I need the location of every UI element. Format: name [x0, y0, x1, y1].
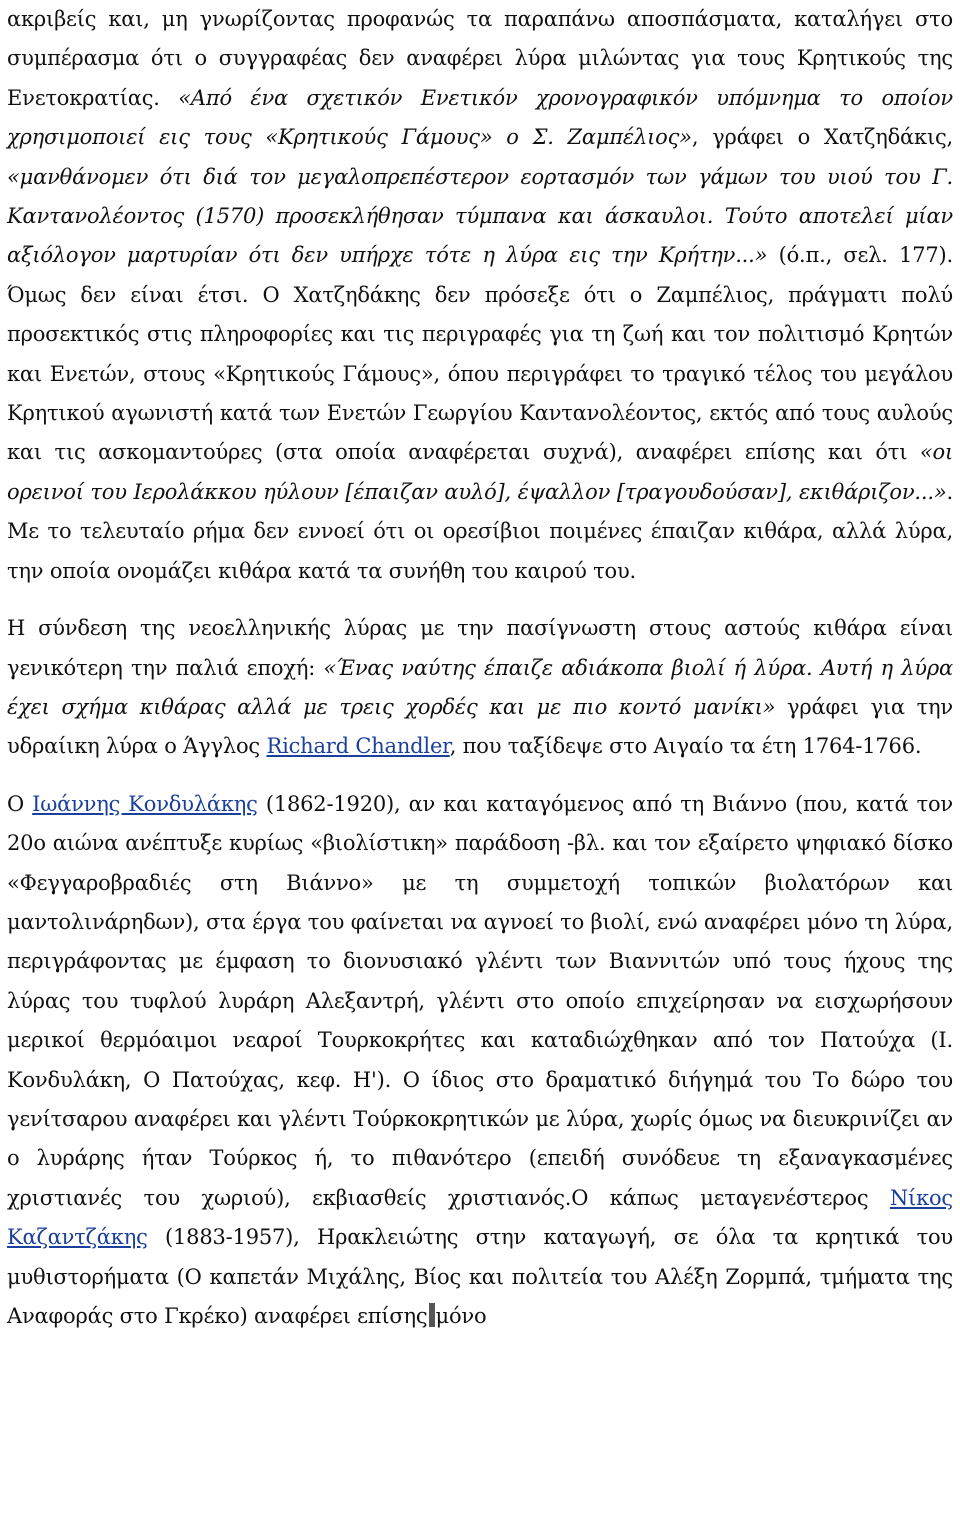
- paragraph-lyra-guitar: [7, 609, 953, 767]
- paragraph-hatzidakis-critique: [7, 0, 953, 591]
- text-run: μόνο: [435, 1304, 487, 1328]
- text-run: (ό.π., σελ. 177). Όμως δεν είναι έτσι. Ο Χατζηδάκης δεν πρόσεξε ότι ο Ζαμπέλιος, πράγματι πολύ προσεκτικός στις πληροφορίες και τις περιγραφές για τη ζωή και τον πολιτισμό Κρητών και Ενετών, στους «Κρητικούς Γάμους», όπου περιγράφει το τραγικό τέλος του μεγάλου Κρητικού αγωνιστή κατά των Ενετών Γεωργίου Καντανολέοντος, εκτός από τους αυλούς και τις ασκομαντούρες (στα οποία αναφέρεται συχνά), αναφέρει επίσης και ότι: [7, 243, 953, 465]
- text-run: , γράφει ο Χατζηδάκις,: [691, 125, 954, 150]
- link-ioannis-kondylakis[interactable]: Ιωάννης Κονδυλάκης: [32, 791, 258, 816]
- quote-hatzidakis: «μανθάνομεν ότι διά τον μεγαλοπρεπέστερον εορτασμόν των γάμων του υιού του Γ. Καντανολέοντος (1570) προσεκλήθησαν τύμπανα και άσκαυλοι. Τούτο αποτελεί μίαν αξιόλογον μαρτυρίαν ότι δεν υπήρχε τότε η λύρα εις την Κρήτην...»: [7, 164, 953, 268]
- paragraph-kondylakis: [7, 785, 953, 1337]
- text-run: Η σύνδεση της νεοελληνικής λύρας με την πασίγνωστη στους αστούς κιθάρα είναι γενικότερη την παλιά εποχή:: [7, 616, 953, 680]
- link-richard-chandler[interactable]: Richard Chandler: [266, 734, 450, 759]
- link-nikos-kazantzakis[interactable]: Νίκος Καζαντζάκης: [7, 1185, 953, 1250]
- document-page: [7, 0, 953, 1336]
- quote-zampelios: «οι ορεινοί του Ιερολάκκου ηύλουν [έπαιζαν αυλό], έψαλλον [τραγουδούσαν], εκιθάριζον...»: [7, 440, 953, 504]
- quote-chandler: «Ένας ναύτης έπαιζε αδιάκοπα βιολί ή λύρα. Αυτή η λύρα έχει σχήμα κιθάρας αλλά με τρεις χορδές και με πιο κοντό μανίκι»: [7, 655, 953, 719]
- text-run: (1883-1957), Ηρακλειώτης στην καταγωγή, σε όλα τα κρητικά του μυθιστορήματα (Ο καπετάν Μιχάλης, Βίος και πολιτεία του Αλέξη Ζορμπά, τμήματα της Αναφοράς στο Γκρέκο) αναφέρει επίσης: [7, 1225, 953, 1328]
- text-run: γράφει για την υδραίικη λύρα ο Άγγλος: [7, 694, 953, 759]
- text-run: Ο: [7, 791, 33, 816]
- quote-chronicle: «Από ένα σχετικόν Ενετικόν χρονογραφικόν υπόμνημα το οποίον χρησιμοποιεί εις τους «Κρητικούς Γάμους» ο Σ. Ζαμπέλιος»: [7, 85, 953, 150]
- text-run: ακριβείς και, μη γνωρίζοντας προφανώς τα παραπάνω αποσπάσματα, καταλήγει στο συμπέρασμα ότι ο συγγραφέας δεν αναφέρει λύρα μιλώντας για τους Κρητικούς της Ενετοκρατίας.: [7, 7, 953, 110]
- text-run: . Με το τελευταίο ρήμα δεν εννοεί ότι οι ορεσίβιοι ποιμένες έπαιζαν κιθάρα, αλλά λύρα, την οποία ονομάζει κιθάρα κατά τα συνήθη του καιρού του.: [7, 479, 953, 583]
- text-cursor-marker: [429, 1303, 435, 1327]
- text-run: , που ταξίδεψε στο Αιγαίο τα έτη 1764-1766.: [449, 734, 922, 759]
- text-run: (1862-1920), αν και καταγόμενος από τη Βιάννο (που, κατά τον 20ο αιώνα ανέπτυξε κυρίως «βιολίστικη» παράδοση -βλ. και τον εξαίρετο ψηφιακό δίσκο «Φεγγαροβραδιές στη Βιάννο» με τη συμμετοχή τοπικών βιολατόρων και μαντολινάρηδων), στα έργα του φαίνεται να αγνοεί το βιολί, ενώ αναφέρει μόνο τη λύρα, περιγράφοντας με έμφαση το διονυσιακό γλέντι των Βιαννιτών υπό τους ήχους της λύρας του τυφλού λυράρη Αλεξαντρή, γλέντι στο οποίο επιχείρησαν να εισχωρήσουν μερικοί θερμόαιμοι νεαροί Τουρκοκρήτες και καταδιώχθηκαν από τον Πατούχα (Ι. Κονδυλάκη, Ο Πατούχας, κεφ. Η'). Ο ίδιος στο δραματικό διήγημά του Το δώρο του γενίτσαρου αναφέρει και γλέντι Τούρκοκρητικών με λύρα, χωρίς όμως να διευκρινίζει αν ο λυράρης ήταν Τούρκος ή, το πιθανότερο (επειδή συνόδευε τη εξαναγκασμένες χριστιανές του χωριού), εκβιασθείς χριστιανός.Ο κάπως μεταγενέστερος: [7, 791, 953, 1210]
